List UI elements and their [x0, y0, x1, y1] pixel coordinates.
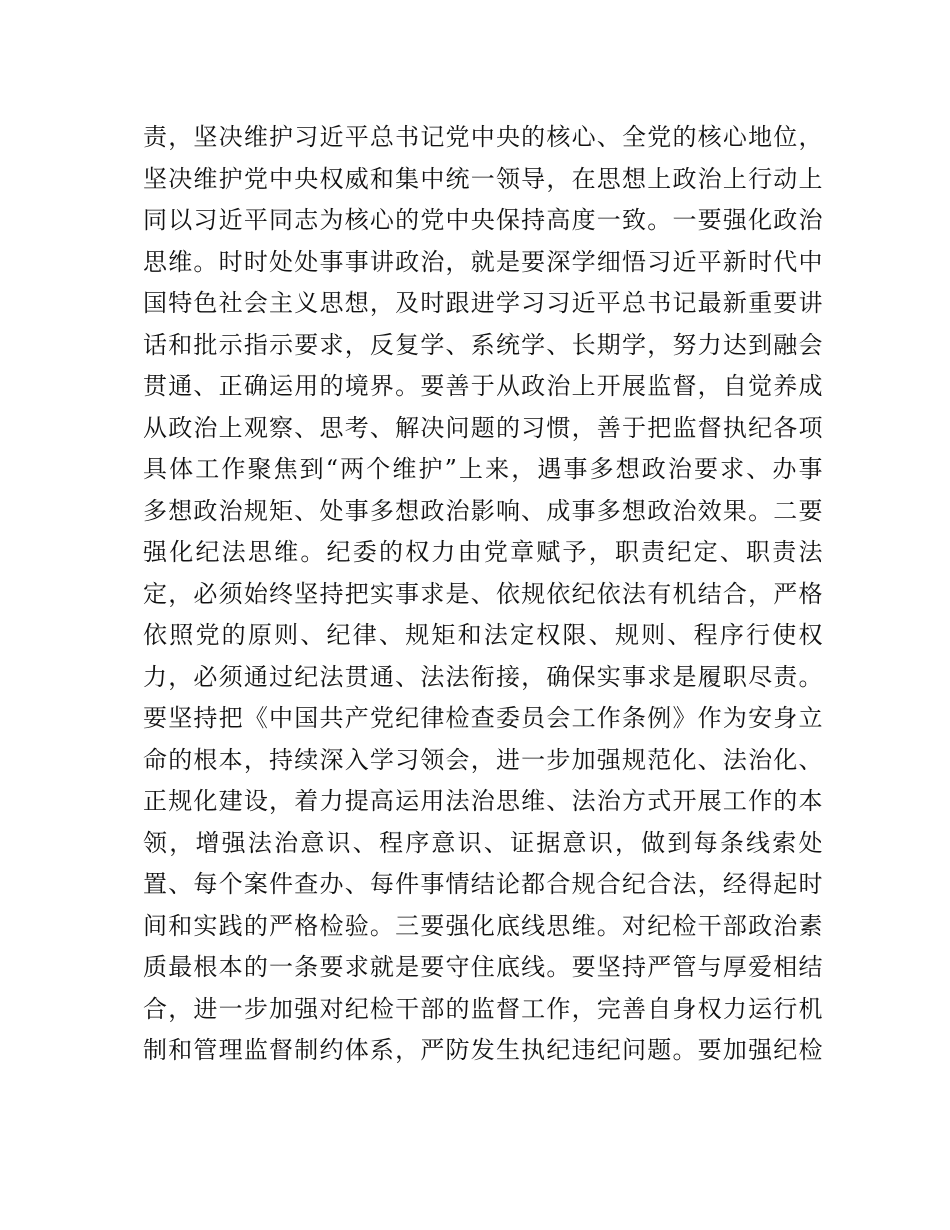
text-line: 思维。时时处处事事讲政治，就是要深学细悟习近平新时代中: [143, 247, 823, 276]
text-line: 力，必须通过纪法贯通、法法衔接，确保实事求是履职尽责。: [143, 662, 823, 691]
text-line: 同以习近平同志为核心的党中央保持高度一致。一要强化政治: [143, 206, 823, 234]
text-line: 正规化建设，着力提高运用法治思维、法治方式开展工作的本: [143, 787, 823, 815]
text-line: 从政治上观察、思考、解决问题的习惯，善于把监督执纪各项: [143, 413, 823, 442]
text-line: 多想政治规矩、处事多想政治影响、成事多想政治效果。二要: [143, 496, 823, 525]
text-line: 定，必须始终坚持把实事求是、依规依纪依法有机结合，严格: [143, 579, 823, 608]
text-line: 责，坚决维护习近平总书记党中央的核心、全党的核心地位，: [143, 123, 823, 151]
text-line: 国特色社会主义思想，及时跟进学习习近平总书记最新重要讲: [143, 289, 823, 317]
text-line: 具体工作聚焦到“两个维护”上来，遇事多想政治要求、办事: [143, 455, 823, 483]
text-line: 领，增强法治意识、程序意识、证据意识，做到每条线索处: [143, 828, 823, 857]
text-line: 话和批示指示要求，反复学、系统学、长期学，努力达到融会: [143, 330, 823, 359]
text-line: 贯通、正确运用的境界。要善于从政治上开展监督，自觉养成: [143, 372, 823, 400]
text-line: 命的根本，持续深入学习领会，进一步加强规范化、法治化、: [143, 745, 823, 774]
text-line: 制和管理监督制约体系，严防发生执纪违纪问题。要加强纪检: [143, 1036, 823, 1064]
text-line: 间和实践的严格检验。三要强化底线思维。对纪检干部政治素: [143, 911, 823, 940]
text-line: 置、每个案件查办、每件事情结论都合规合纪合法，经得起时: [143, 870, 823, 898]
text-line: 坚决维护党中央权威和集中统一领导，在思想上政治上行动上: [143, 164, 823, 193]
text-line: 合，进一步加强对纪检干部的监督工作，完善自身权力运行机: [143, 994, 823, 1023]
text-line: 要坚持把《中国共产党纪律检查委员会工作条例》作为安身立: [143, 704, 823, 732]
text-line: 质最根本的一条要求就是要守住底线。要坚持严管与厚爱相结: [143, 953, 823, 981]
text-line: 强化纪法思维。纪委的权力由党章赋予，职责纪定、职责法: [143, 538, 823, 566]
body-paragraph: [143, 117, 823, 1072]
text-line: 依照党的原则、纪律、规矩和法定权限、规则、程序行使权: [143, 621, 823, 649]
